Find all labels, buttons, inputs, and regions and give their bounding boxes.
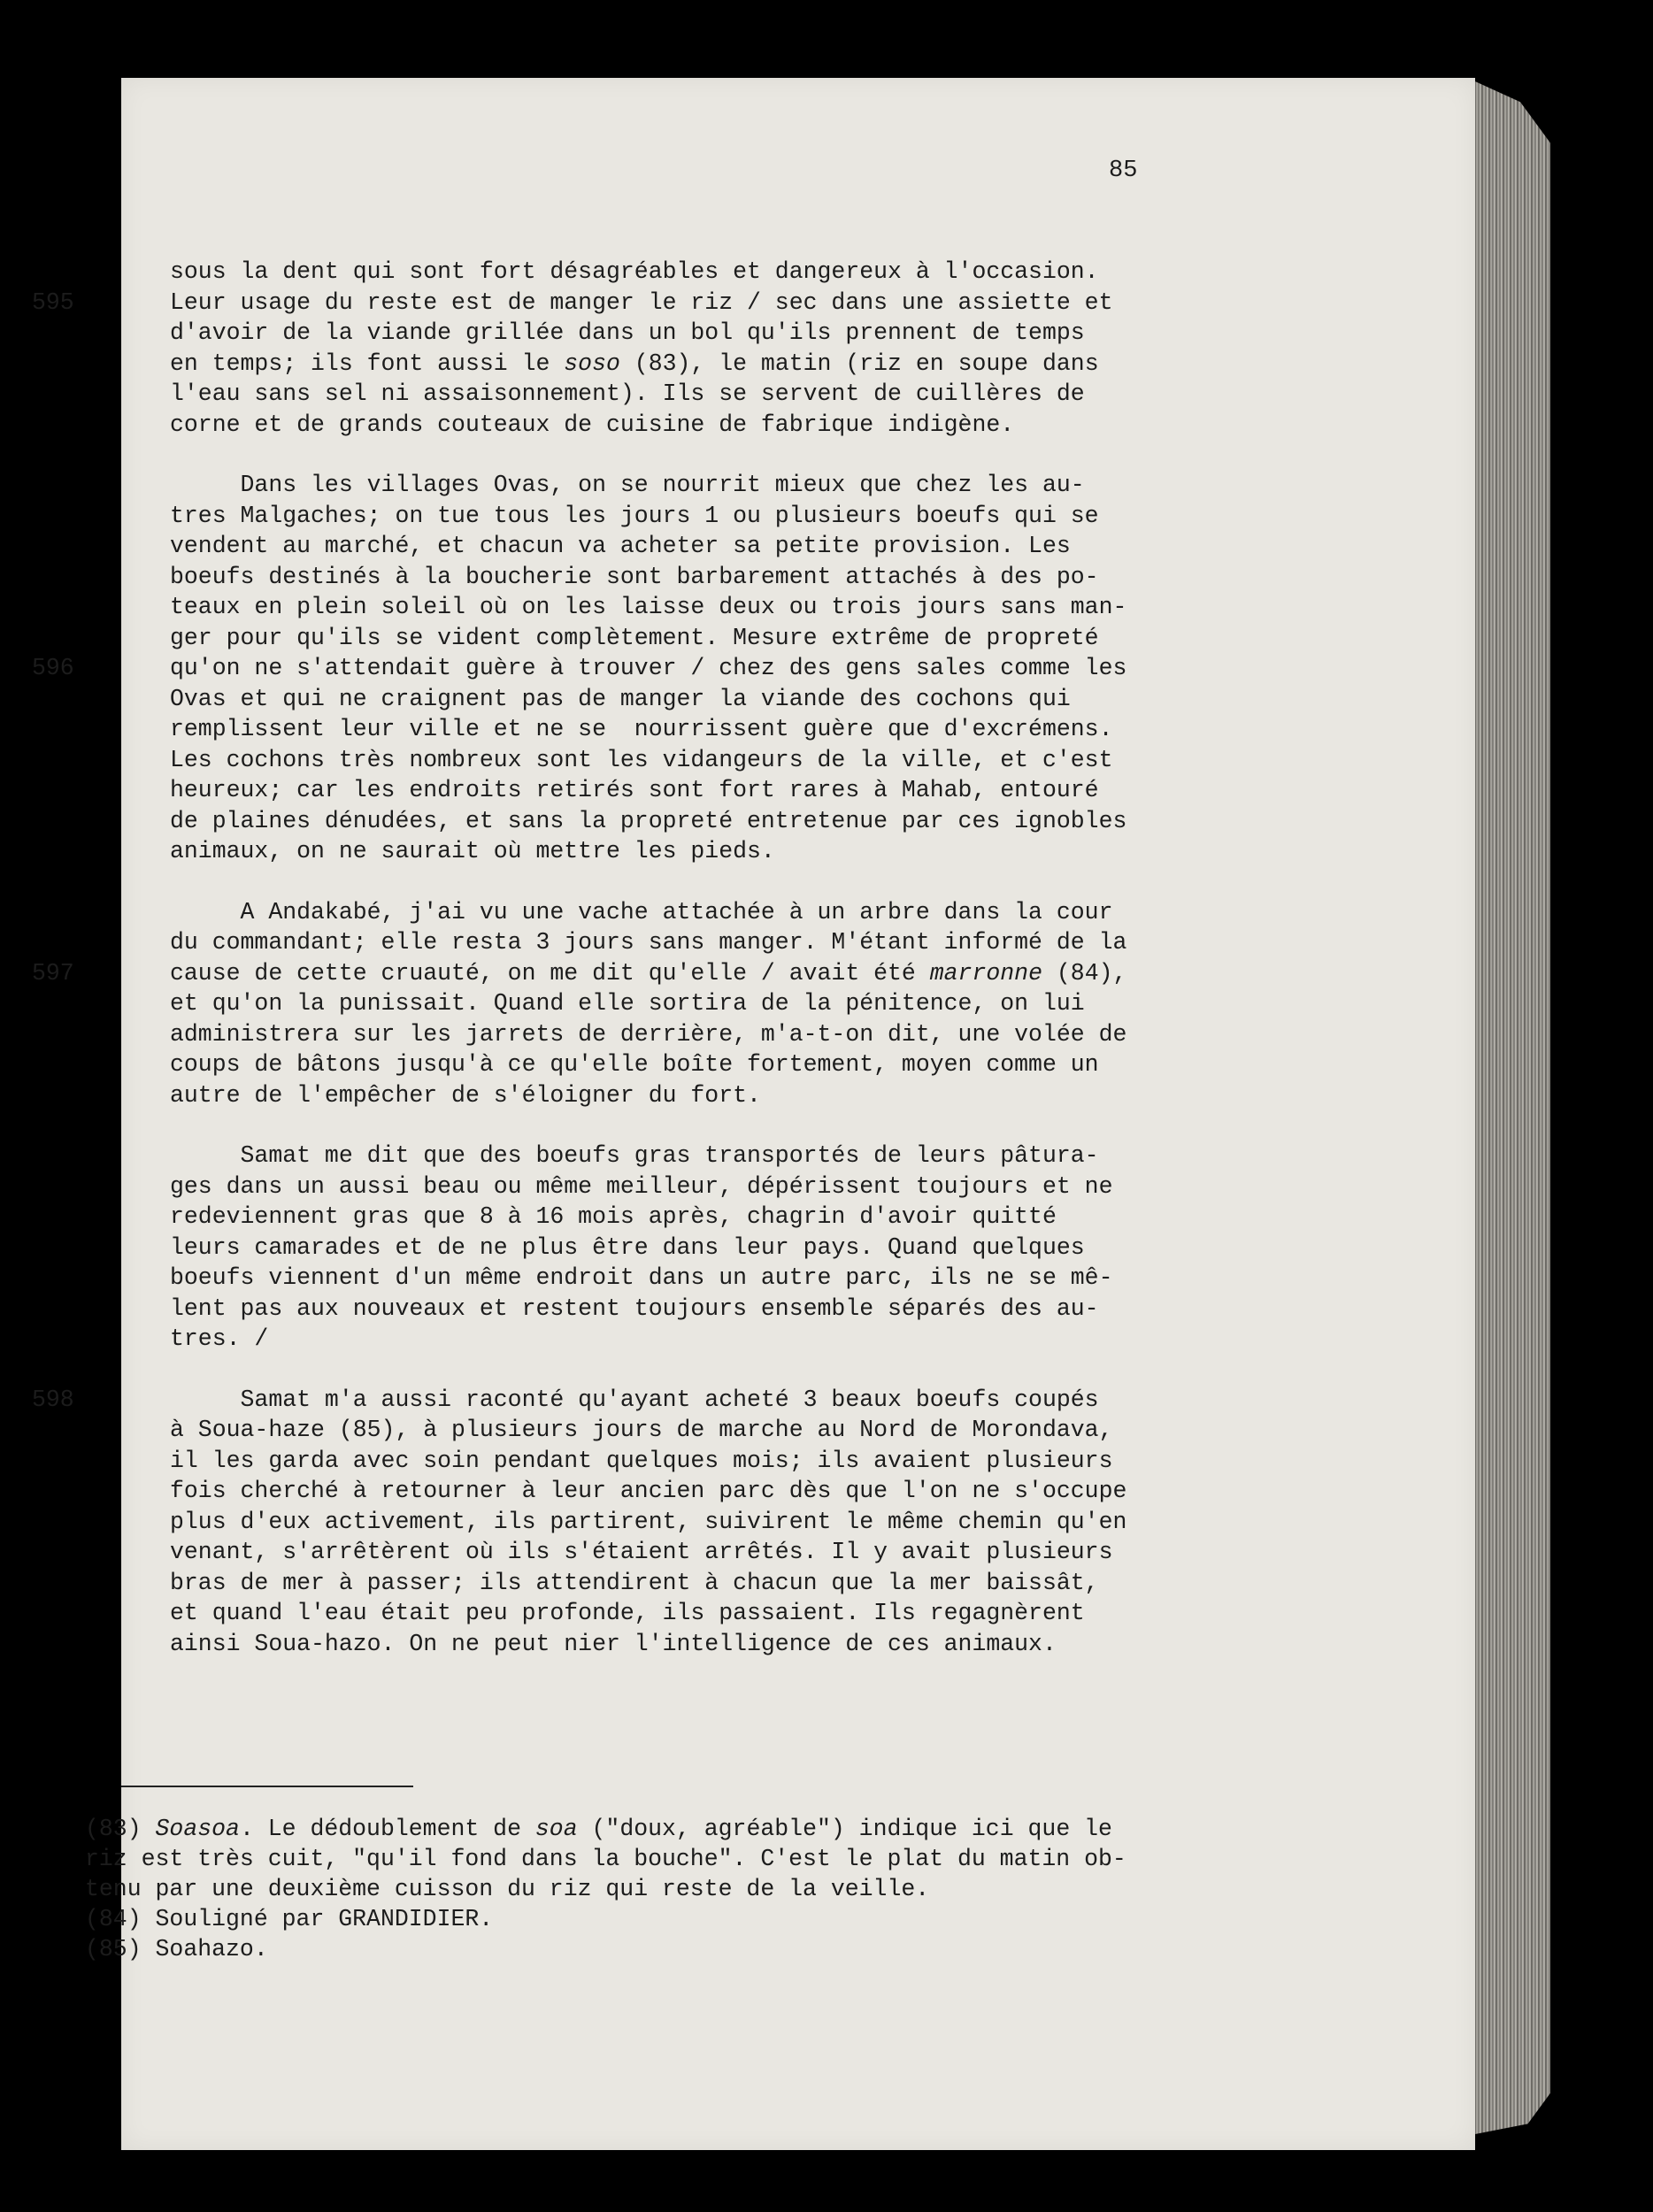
line-text: sous la dent qui sont fort désagréables et dangereux à l'occasion. — [170, 258, 1099, 285]
text-line — [170, 531, 1329, 562]
line-text: Samat m'a aussi raconté qu'ayant acheté 3 beaux boeufs coupés — [170, 1386, 1099, 1413]
text-line — [170, 1568, 1329, 1599]
margin-line-number: 597 — [32, 959, 74, 987]
line-text: leurs camarades et de ne plus être dans leur pays. Quand quelques — [170, 1233, 1085, 1261]
line-text: fois cherché à retourner à leur ancien parc dès que l'on ne s'occupe — [170, 1478, 1127, 1504]
text-line — [170, 1141, 1329, 1171]
footnote-line: (83) Soasoa. Le dédoublement de soa ("doux, agréable") indique ici que le — [85, 1816, 1112, 1842]
footnote-separator — [121, 1786, 413, 1787]
text-line — [170, 379, 1329, 410]
text-line — [170, 349, 1329, 380]
text-line — [32, 288, 1329, 319]
text-line — [170, 775, 1329, 806]
margin-line-number: 598 — [32, 1386, 74, 1413]
line-text: A Andakabé, j'ai vu une vache attachée à un arbre dans la cour — [170, 898, 1113, 926]
text-line — [170, 1233, 1329, 1263]
text-line — [170, 1263, 1329, 1294]
text-line — [170, 684, 1329, 715]
line-text: Dans les villages Ovas, on se nourrit mieux que chez les au- — [170, 472, 1085, 498]
line-text: venant, s'arrêtèrent où ils s'étaient arrêtés. Il y avait plusieurs — [170, 1539, 1113, 1565]
line-text: de plaines dénudées, et sans la propreté entretenue par ces ignobles — [170, 807, 1127, 834]
text-line — [170, 1476, 1329, 1507]
text-line — [170, 592, 1329, 623]
line-text: boeufs destinés à la boucherie sont barbarement attachés à des po- — [170, 563, 1099, 590]
line-text: remplissent leur ville et ne se nourrissent guère que d'excrémens. — [170, 716, 1113, 742]
text-line — [170, 1294, 1329, 1325]
line-text: teaux en plein soleil où on les laisse deux ou trois jours sans man- — [170, 594, 1127, 620]
line-text: Samat me dit que des boeufs gras transportés de leurs pâtura- — [170, 1142, 1099, 1169]
line-text: et quand l'eau était peu profonde, ils passaient. Ils regagnèrent — [170, 1600, 1085, 1626]
line-text: tres. / — [170, 1325, 269, 1352]
paragraph-gap — [170, 867, 1329, 897]
line-text: heureux; car les endroits retirés sont fort rares à Mahab, entouré — [170, 777, 1099, 803]
text-line — [170, 1629, 1329, 1660]
line-text: il les garda avec soin pendant quelques mois; ils avaient plusieurs — [170, 1447, 1113, 1474]
page-number: 85 — [1109, 157, 1138, 184]
margin-line-number: 596 — [32, 655, 74, 681]
paragraph-gap — [170, 440, 1329, 470]
text-line — [170, 318, 1329, 349]
text-line — [32, 1385, 1329, 1416]
text-line — [170, 1171, 1329, 1202]
margin-line-number: 595 — [32, 288, 74, 316]
line-text: à Soua-haze (85), à plusieurs jours de marche au Nord de Morondava, — [170, 1417, 1113, 1443]
text-line — [170, 714, 1329, 745]
line-text: l'eau sans sel ni assaisonnement). Ils se servent de cuillères de — [170, 380, 1085, 407]
text-line — [170, 623, 1329, 654]
text-line — [170, 410, 1329, 441]
text-line — [170, 562, 1329, 593]
footnote-line: riz est très cuit, "qu'il fond dans la bouche". C'est le plat du matin ob- — [85, 1846, 1126, 1872]
text-line — [170, 745, 1329, 776]
paragraph-gap — [170, 1355, 1329, 1385]
text-line — [170, 1324, 1329, 1355]
line-text: Ovas et qui ne craignent pas de manger la viande des cochons qui — [170, 685, 1071, 712]
footnotes — [85, 1814, 1315, 1964]
line-text: du commandant; elle resta 3 jours sans manger. M'étant informé de la — [170, 929, 1127, 956]
line-text: autre de l'empêcher de s'éloigner du fort. — [170, 1081, 761, 1109]
text-line — [170, 1049, 1329, 1080]
text-line — [170, 1019, 1329, 1050]
text-line — [170, 1598, 1329, 1629]
line-text: lent pas aux nouveaux et restent toujours ensemble séparés des au- — [170, 1294, 1099, 1322]
text-line — [32, 653, 1329, 684]
line-text: Les cochons très nombreux sont les vidangeurs de la ville, et c'est — [170, 746, 1113, 773]
line-text: en temps; ils font aussi le soso (83), le matin (riz en soupe dans — [170, 349, 1099, 377]
line-text: cause de cette cruauté, on me dit qu'elle / avait été marronne (84), — [170, 959, 1127, 987]
line-text: qu'on ne s'attendait guère à trouver / chez des gens sales comme les — [170, 655, 1127, 681]
line-text: ges dans un aussi beau ou même meilleur, dépérissent toujours et ne — [170, 1172, 1113, 1200]
text-line — [170, 988, 1329, 1019]
footnote-line: (84) Souligné par GRANDIDIER. — [85, 1906, 494, 1932]
text-line — [170, 897, 1329, 928]
line-text: plus d'eux activement, ils partirent, suivirent le même chemin qu'en — [170, 1508, 1127, 1535]
line-text: Leur usage du reste est de manger le riz / sec dans une assiette et — [170, 288, 1113, 316]
text-line — [32, 958, 1329, 989]
line-text: corne et de grands couteaux de cuisine de fabrique indigène. — [170, 411, 1015, 438]
line-text: administrera sur les jarrets de derrière, m'a-t-on dit, une volée de — [170, 1020, 1127, 1048]
text-line — [170, 836, 1329, 867]
text-line — [170, 927, 1329, 958]
line-text: d'avoir de la viande grillée dans un bol qu'ils prennent de temps — [170, 319, 1085, 346]
text-line — [170, 806, 1329, 837]
line-text: tres Malgaches; on tue tous les jours 1 ou plusieurs boeufs qui se — [170, 502, 1099, 529]
text-line — [170, 470, 1329, 501]
line-text: vendent au marché, et chacun va acheter sa petite provision. Les — [170, 533, 1071, 559]
footnote-line: (85) Soahazo. — [85, 1936, 268, 1962]
text-line — [170, 257, 1329, 288]
line-text: animaux, on ne saurait où mettre les pieds. — [170, 838, 775, 864]
page-edges — [1475, 81, 1550, 2134]
line-text: bras de mer à passer; ils attendirent à chacun que la mer baissât, — [170, 1569, 1099, 1596]
footnote-line: tenu par une deuxième cuisson du riz qui reste de la veille. — [85, 1876, 930, 1902]
text-line — [170, 1080, 1329, 1111]
text-line — [170, 501, 1329, 532]
line-text: et qu'on la punissait. Quand elle sortira de la pénitence, on lui — [170, 990, 1085, 1017]
text-line — [170, 1446, 1329, 1477]
line-text: ger pour qu'ils se vident complètement. Mesure extrême de propreté — [170, 624, 1099, 651]
line-text: redeviennent gras que 8 à 16 mois après, chagrin d'avoir quitté — [170, 1203, 1057, 1230]
text-line — [170, 1537, 1329, 1568]
paragraph-gap — [170, 1110, 1329, 1141]
main-text — [32, 257, 1329, 1659]
text-line — [170, 1507, 1329, 1538]
line-text: ainsi Soua-hazo. On ne peut nier l'intelligence de ces animaux. — [170, 1630, 1057, 1657]
text-line — [170, 1202, 1329, 1233]
line-text: coups de bâtons jusqu'à ce qu'elle boîte fortement, moyen comme un — [170, 1051, 1099, 1078]
text-line — [170, 1415, 1329, 1446]
line-text: boeufs viennent d'un même endroit dans un autre parc, ils ne se mê- — [170, 1264, 1113, 1291]
